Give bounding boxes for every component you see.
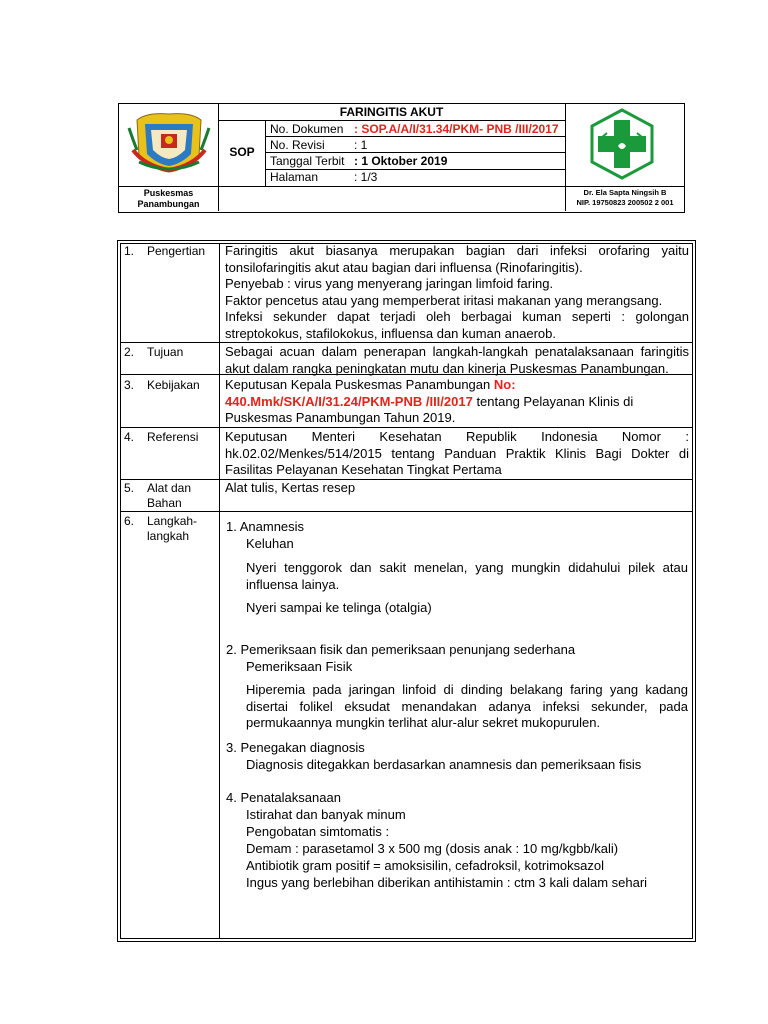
definition-text: Faringitis akut biasanya merupakan bagian dari infeksi orofaring yaitu tonsilofaringitis akut atau bagian dari influensa (Rinofaringitis). — [225, 243, 689, 275]
step-4-line-2: Pengobatan simtomatis : — [246, 824, 390, 839]
policy-decree-number: No: 440.Mmk/SK/A/I/31.24/PKM-PNB /III/2017 — [225, 377, 516, 409]
row-4-content: Keputusan Menteri Kesehatan Republik Indonesia Nomor : hk.02.02/Menkes/514/2015 tentang Panduan Praktik Klinis Bagi Dokter di Fasilitas Pelayanan Kesehatan Tingkat Pertama — [225, 429, 689, 477]
row-2-label: Tujuan — [147, 345, 184, 359]
organization-name — [119, 188, 218, 210]
step-4-line-3: Demam : parasetamol 3 x 500 mg (dosis anak : 10 mg/kgbb/kali) — [246, 841, 619, 856]
sop-label: SOP — [229, 145, 255, 159]
row-1-label: Pengertian — [147, 244, 206, 258]
regional-crest-logo — [125, 110, 213, 178]
signatory — [566, 188, 684, 208]
row-4-number: 4. — [124, 430, 135, 444]
page-label: Halaman — [270, 170, 319, 184]
puskesmas-logo — [589, 108, 655, 180]
row-4-label: Referensi — [147, 430, 199, 444]
step-3-text: Diagnosis ditegakkan berdasarkan anamnesis dan pemeriksaan fisis — [246, 757, 642, 772]
page-value: : 1/3 — [354, 170, 378, 184]
row-3-content — [225, 377, 675, 427]
document-title: FARINGITIS AKUT — [339, 105, 444, 119]
trigger-text: Faktor pencetus atau yang memperberat iritasi makanan yang merangsang. — [225, 292, 663, 308]
step-3-title: 3. Penegakan diagnosis — [226, 740, 365, 755]
row-6-label-line-1: Langkah- — [147, 514, 198, 528]
row-2-number: 2. — [124, 345, 135, 359]
sop-header — [118, 103, 685, 213]
row-3-label: Kebijakan — [147, 378, 200, 392]
row-5-label-line-2: Bahan — [147, 496, 182, 510]
step-4-line-5: Ingus yang berlebihan diberikan antihistamin : ctm 3 kali dalam sehari — [246, 875, 648, 890]
cause-text: Penyebab : virus yang menyerang jaringan limfoid faring. — [225, 276, 554, 291]
row-6-label-line-2: langkah — [147, 529, 190, 543]
policy-text-b: tentang Pelayanan Klinis di Puskesmas Panambungan Tahun 2019. — [225, 393, 634, 425]
doc-number-value: : SOP.A/A/I/31.34/PKM- PNB /III/2017 — [354, 122, 559, 136]
signatory-nip: NIP. 19750823 200502 2 001 — [576, 198, 674, 207]
revision-label: No. Revisi — [270, 138, 325, 152]
organization-line-1: Puskesmas — [143, 188, 194, 198]
step-4-line-4: Antibiotik gram positif = amoksisilin, cefadroksil, kotrimoksazol — [246, 858, 604, 873]
row-6-label — [147, 514, 197, 544]
row-5-label — [147, 481, 191, 511]
secondary-infection-text: Infeksi sekunder dapat terjadi oleh berbagai kuman seperti : golongan streptokokus, stafilokokus, influensa dan kuman anaerob. — [225, 309, 689, 341]
step-1-complaint: Nyeri tenggorok dan sakit menelan, yang mungkin didahului pilek atau influensa lainya. — [246, 560, 688, 592]
step-2-title: 2. Pemeriksaan fisik dan pemeriksaan penunjang sederhana — [226, 642, 576, 657]
sop-body-table — [117, 240, 696, 942]
issue-date-value: : 1 Oktober 2019 — [354, 154, 448, 168]
row-3-number: 3. — [124, 378, 135, 392]
row-5-content: Alat tulis, Kertas resep — [225, 480, 356, 495]
step-1-subtitle: Keluhan — [246, 536, 294, 551]
policy-text-a: Keputusan Kepala Puskesmas Panambungan — [225, 377, 494, 392]
row-1-content — [225, 243, 689, 342]
step-2-exam-text: Hiperemia pada jaringan linfoid di dinding belakang faring yang kadang disertai folikel eksudat menandakan adanya infeksi sekunder, pada permukaannya mungkin terlihat alur-alur sekret mukopurulen. — [246, 682, 688, 730]
step-1-title: 1. Anamnesis — [226, 519, 305, 534]
signatory-name: Dr. Ela Sapta Ningsih B — [583, 188, 667, 197]
step-4-line-1: Istirahat dan banyak minum — [246, 807, 406, 822]
issue-date-label: Tanggal Terbit — [270, 154, 345, 168]
row-2-content: Sebagai acuan dalam penerapan langkah-langkah penatalaksanaan faringitis akut dalam rangka peningkatan mutu dan kinerja Puskesmas Panambungan. — [225, 344, 689, 376]
step-4-title: 4. Penatalaksanaan — [226, 790, 341, 805]
row-5-number: 5. — [124, 481, 135, 495]
revision-value: : 1 — [354, 138, 368, 152]
doc-number-label: No. Dokumen — [270, 122, 344, 136]
organization-line-2: Panambungan — [137, 199, 200, 209]
row-1-number: 1. — [124, 244, 135, 258]
step-2-subtitle: Pemeriksaan Fisik — [246, 659, 353, 674]
row-6-number: 6. — [124, 514, 135, 528]
row-5-label-line-1: Alat dan — [147, 481, 192, 495]
step-1-otalgia: Nyeri sampai ke telinga (otalgia) — [246, 600, 432, 615]
